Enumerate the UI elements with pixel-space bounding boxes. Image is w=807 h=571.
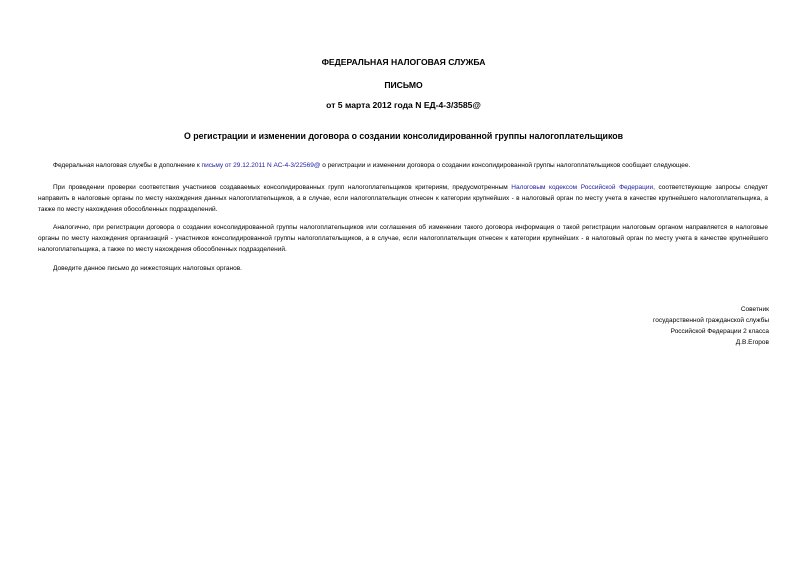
signature-rank: Российской Федерации 2 класса (670, 328, 769, 335)
signature-name: Д.В.Егоров (735, 339, 769, 346)
document-date-number: от 5 марта 2012 года N ЕД-4-3/3585@ (326, 100, 481, 110)
paragraph-1-text-after: о регистрации и изменении договора о создании консолидированной группы налогоплательщиков сообщает следующее. (320, 162, 691, 169)
paragraph-3: Аналогично, при регистрации договора о создании консолидированной группы налогоплательщиков или соглашения об изменении такого договора информация о такой регистрации налоговым органом направляется в налоговые органы по месту нахождения организаций - участников консолидированной группы налогоплательщиков, а в случае, если налогоплательщик отнесен к категории крупнейших - в налоговый орган по месту учета в качестве крупнейшего налогоплательщика, а также по месту нахождения обособленных подразделений. (38, 224, 768, 253)
paragraph-2-text-before: При проведении проверки соответствия участников создаваемых консолидированных групп налогоплательщиков критериям, предусмотренным (53, 184, 512, 191)
signature-position: Советник (740, 306, 769, 313)
paragraph-2-text-after: , соответствующие запросы следует направить в налоговые органы по месту нахождения данных налогоплательщиков, а в случае, если налогоплательщик отнесен к категории крупнейших - в налоговый орган по месту учета в качестве крупнейшего налогоплательщика, а также по месту нахождения обособленных подразделений. (38, 184, 769, 213)
paragraph-2 (38, 182, 768, 215)
document-title: О регистрации и изменении договора о создании консолидированной группы налогоплательщиков (183, 131, 624, 141)
signature-service: государственной гражданской службы (653, 317, 769, 324)
paragraph-4: Доведите данное письмо до нижестоящих налоговых органов. (53, 265, 242, 272)
paragraph-1-text-before: Федеральная налоговая службы в дополнение к (53, 162, 202, 169)
agency-name: ФЕДЕРАЛЬНАЯ НАЛОГОВАЯ СЛУЖБА (321, 57, 486, 67)
paragraph-1 (38, 160, 768, 171)
document-type: ПИСЬМО (384, 80, 423, 90)
tax-code-link[interactable]: Налоговым кодексом Российской Федерации (511, 184, 654, 191)
signature-block (653, 304, 769, 348)
letter-reference-link[interactable]: письму от 29.12.2011 N АС-4-3/22569@ (201, 162, 321, 169)
